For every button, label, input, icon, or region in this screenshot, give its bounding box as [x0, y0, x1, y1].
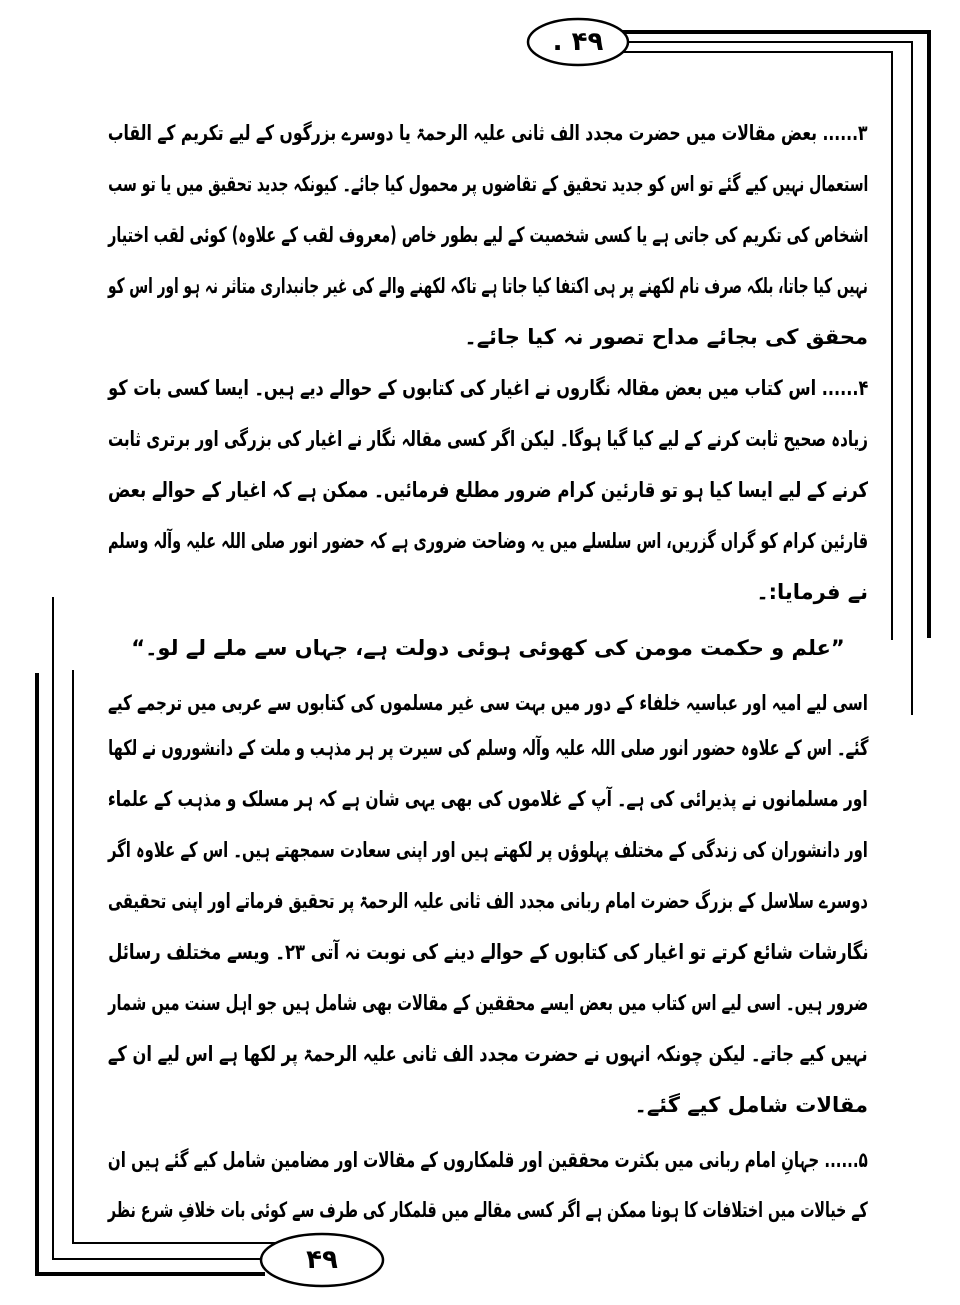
text-line: [108, 521, 868, 561]
text-line-content: نہیں کیے جاتے۔ لیکن چونکہ انہوں نے حضرت مجدد الف ثانی علیہ الرحمۃ پر لکھا ہے اس لیے ان کے: [108, 1042, 868, 1066]
text-line-content: نگارشات شائع کرتے تو اغیار کی کتابوں کے حوالے دینے کی نوبت نہ آتی ۲۳۔ ویسے مختلف رسائل: [107, 940, 868, 964]
text-line-content: ۳...... بعض مقالات میں حضرت مجدد الف ثانی علیہ الرحمۃ یا دوسرے بزرگوں کے لیے تکریم کے القاب: [108, 121, 868, 145]
hadith-quote: [108, 628, 868, 668]
text-line: [108, 728, 868, 768]
text-line-content: استعمال نہیں کیے گئے تو اس کو جدید تحقیق کے تقاضوں پر محمول کیا جائے۔ کیونکہ جدید تحقیق میں یا تو سب: [107, 172, 868, 196]
text-line: [108, 572, 868, 612]
text-line-content: اور دانشوران کی زندگی کے مختلف پہلوؤں پر لکھتے ہیں اور اپنی سعادت سمجھتے ہیں۔ اس کے علاوہ اگر: [108, 838, 868, 862]
text-line-content: کرنے کے لیے ایسا کیا ہو تو قارئین کرام ضرور مطلع فرمائیں۔ ممکن ہے کہ اغیار کے حوالے بعض: [107, 478, 868, 502]
text-line: [108, 470, 868, 510]
text-line: [108, 683, 868, 723]
text-line-content: محقق کی بجائے مداح تصور نہ کیا جائے۔: [464, 325, 868, 349]
text-line-content: گئے۔ اس کے علاوہ حضور انور صلی اللہ علیہ وآلہ وسلم کی سیرت پر ہر مذہب و ملت کے دانشوروں نے لکھا: [107, 736, 868, 760]
text-line-content: زیادہ صحیح ثابت کرنے کے لیے کیا گیا ہوگا۔ لیکن اگر کسی مقالہ نگار نے اغیار کی بزرگی اور برتری ثابت: [108, 427, 868, 451]
text-line: [108, 1034, 868, 1074]
text-line: [108, 317, 868, 357]
text-line: [108, 881, 868, 921]
text-line: [108, 779, 868, 819]
text-line: [108, 266, 868, 306]
text-line: [108, 1190, 868, 1230]
text-line-content: اشخاص کی تکریم کی جاتی ہے یا کسی شخصیت کے لیے بطور خاص (معروف لقب کے علاوہ) کوئی لقب اختیار: [107, 223, 868, 247]
text-line-content: کے خیالات میں اختلافات کا ہونا ممکن ہے اگر کسی مقالے میں قلمکار کی طرف سے کوئی بات خلافِ شرع نظر: [108, 1198, 868, 1222]
text-line-content: ضرور ہیں۔ اسی لیے اس کتاب میں بعض ایسے محققین کے مقالات بھی شامل ہیں جو اہل سنت میں شمار: [107, 991, 868, 1015]
text-line-content: نے فرمایا:۔: [756, 580, 868, 604]
quote-content: ”علم و حکمت مومن کی کھوئی ہوئی دولت ہے، جہاں سے ملے لے لو۔“: [131, 636, 845, 660]
page-number-top: ۴۹ .: [552, 27, 604, 57]
text-line-content: اسی لیے امیہ اور عباسیہ خلفاء کے دور میں بہت سی غیر مسلموں کی کتابوں سے عربی میں ترجمے کیے: [108, 691, 868, 715]
text-line: [108, 215, 868, 255]
text-line: [108, 419, 868, 459]
text-line-content: اور مسلمانوں نے پذیرائی کی ہے۔ آپ کے غلاموں کی بھی یہی شان ہے کہ ہر مسلک و مذہب کے علماء: [108, 787, 868, 811]
text-line-content: ۴...... اس کتاب میں بعض مقالہ نگاروں نے اغیار کی کتابوں کے حوالے دیے ہیں۔ ایسا کسی بات کو: [107, 376, 868, 400]
text-line: [108, 368, 868, 408]
text-line: [108, 1140, 868, 1180]
page-number-bottom: ۴۹: [306, 1245, 338, 1275]
text-line: [108, 113, 868, 153]
text-line: [108, 932, 868, 972]
text-line: [108, 1085, 868, 1125]
text-line-content: مقالات شامل کیے گئے۔: [634, 1093, 868, 1117]
text-line-content: دوسرے سلاسل کے بزرگ حضرت امام ربانی مجدد الف ثانی علیہ الرحمۃ پر تحقیق فرماتے اور اپنی تحقیقی: [108, 889, 868, 913]
text-line-content: نہیں کیا جاتا، بلکہ صرف نام لکھنے پر ہی اکتفا کیا جاتا ہے تاکہ لکھنے والے کی غیر جانبداری متاثر نہ ہو اور اس کو: [108, 274, 868, 298]
text-line: [108, 983, 868, 1023]
text-line-content: قارئین کرام کو گراں گزریں، اس سلسلے میں یہ وضاحت ضروری ہے کہ حضور انور صلی اللہ علیہ وآلہ وسلم: [107, 529, 868, 553]
text-line: [108, 164, 868, 204]
text-line-content: ۵...... جہانِ امام ربانی میں بکثرت محققین اور قلمکاروں کے مقالات اور مضامین شامل کیے گئے ہیں ان: [108, 1148, 868, 1172]
text-line: [108, 830, 868, 870]
